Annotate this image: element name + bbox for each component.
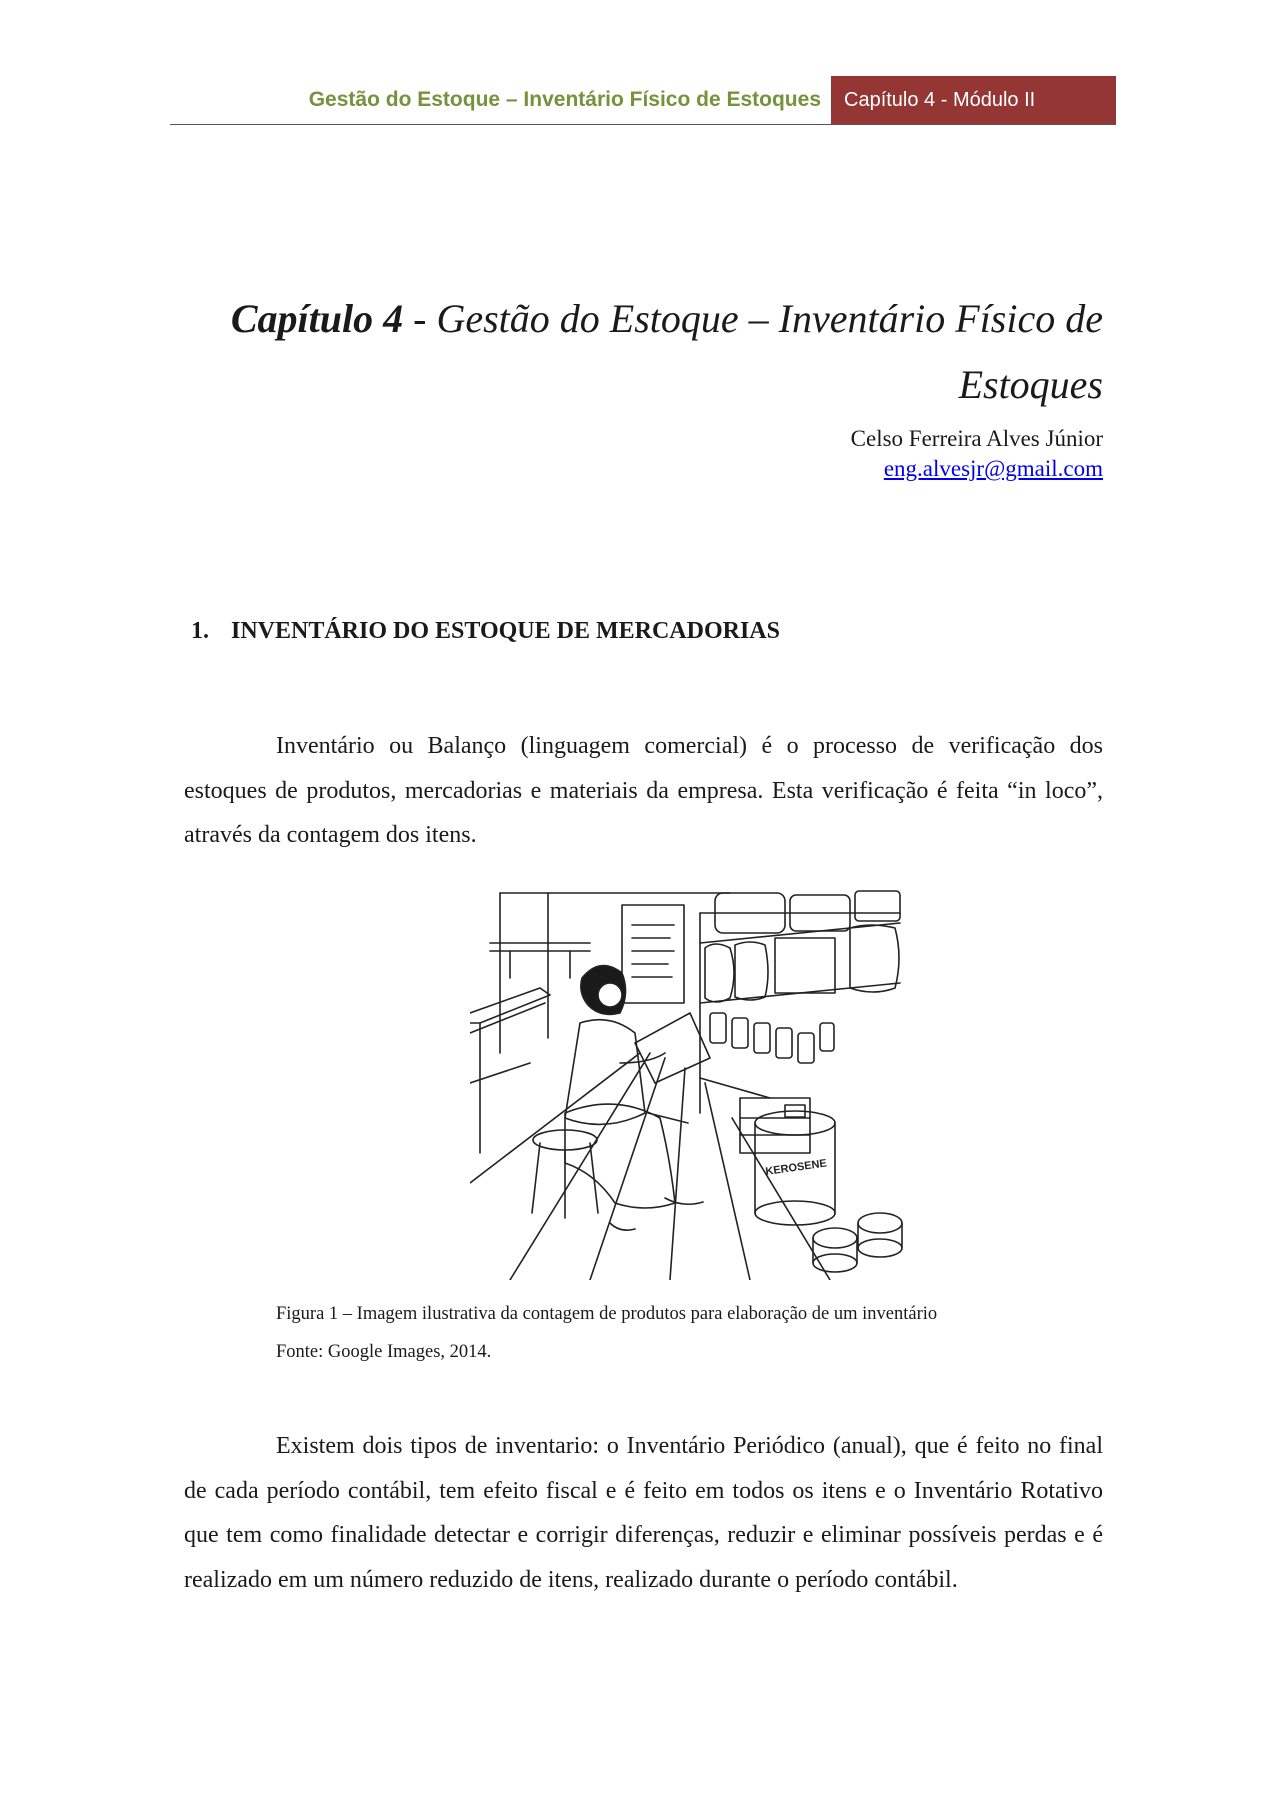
section-heading (191, 618, 780, 645)
section-title: INVENTÁRIO DO ESTOQUE DE MERCADORIAS (231, 618, 780, 644)
author-name: Celso Ferreira Alves Júnior (850, 426, 1103, 451)
section-number: 1. (191, 618, 209, 644)
header-title: Gestão do Estoque – Inventário Físico de Estoques (308, 88, 821, 111)
chapter-badge: Capítulo 4 - Módulo II (831, 76, 1116, 124)
paragraph-intro: Inventário ou Balanço (linguagem comercial) é o processo de verificação dos estoques de produtos, mercadorias e materiais da empresa. Esta verificação é feita “in loco”, através da contagem dos itens. (184, 733, 1103, 848)
title-separator: - (403, 296, 437, 341)
author-email-link[interactable]: eng.alvesjr@gmail.com (883, 456, 1103, 481)
chapter-subtitle: Gestão do Estoque – Inventário Físico de Estoques (436, 296, 1103, 407)
figure-caption: Figura 1 – Imagem ilustrativa da contagem de produtos para elaboração de um inventário (276, 1304, 938, 1324)
paragraph-inventory-types: Existem dois tipos de inventario: o Inventário Periódico (anual), que é feito no final de cada período contábil, tem efeito fiscal e é feito em todos os itens e o Inventário Rotativo que tem como finalidade detectar e corrigir diferenças, reduzir e eliminar possíveis perdas e é realizado em um número reduzido de itens, realizado durante o período contábil. (184, 1433, 1103, 1593)
header-rule (170, 124, 1116, 125)
figure-caption-block (276, 1295, 937, 1371)
kerosene-label: KEROSENE (764, 1157, 828, 1178)
figure-illustration (470, 883, 910, 1280)
woman-counting-stock-illustration (470, 883, 910, 1280)
chapter-title (203, 286, 1103, 418)
page-header (170, 76, 1116, 124)
author-block (851, 424, 1103, 484)
chapter-label: Capítulo 4 (230, 296, 404, 341)
figure-source: Fonte: Google Images, 2014. (276, 1342, 492, 1362)
